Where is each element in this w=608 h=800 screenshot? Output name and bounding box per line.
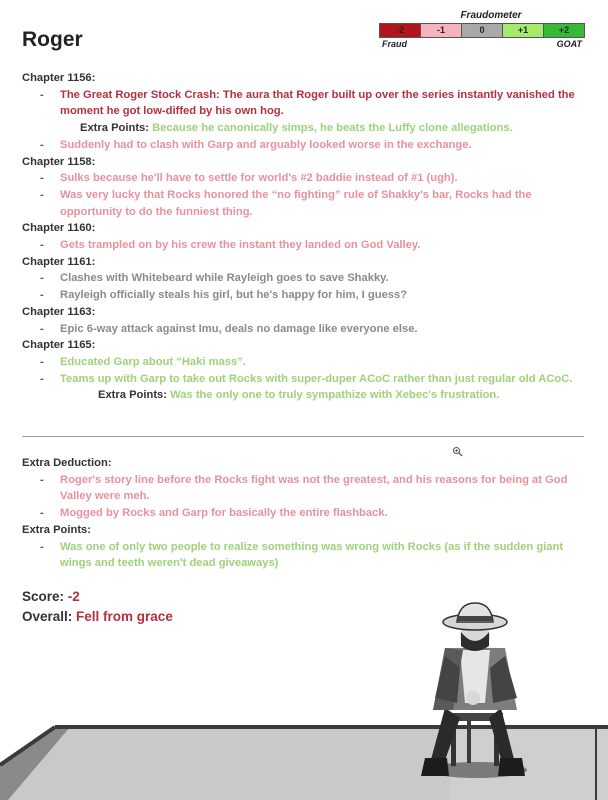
- score-line: [22, 587, 173, 607]
- chapter-heading: Chapter 1165:: [22, 339, 96, 352]
- overall-label: Overall:: [22, 609, 73, 624]
- extra-points-label: Extra Points:: [80, 122, 150, 135]
- extra-points-label: Extra Points:: [98, 389, 168, 402]
- chapter-bullet: - Suddenly had to clash with Garp and arguably looked worse in the exchange.: [22, 137, 582, 154]
- chapter-heading: Chapter 1163:: [22, 305, 96, 318]
- score-block: [22, 587, 173, 627]
- points-item: - Was one of only two people to realize something was wrong with Rocks (as if the sudden giant wings and teeth weren't dead giveaways): [22, 539, 582, 572]
- score-label: Score:: [22, 589, 65, 604]
- page-title: Roger: [22, 28, 83, 51]
- chapter-bullet: - Sulks because he'll have to settle for world's #2 baddie instead of #1 (ugh).: [22, 170, 582, 187]
- chapter-bullet: - The Great Roger Stock Crash: The aura that Roger built up over the series instantly vanished the moment he got low-diffed by his own hog.: [22, 87, 582, 120]
- chapter-bullet: - Epic 6-way attack against Imu, deals no damage like everyone else.: [22, 321, 582, 338]
- overall-value: Fell from grace: [76, 609, 173, 624]
- chapter-heading: Chapter 1158:: [22, 155, 96, 168]
- fraudometer-cell-minus1: -1: [421, 24, 462, 37]
- deduction-item: - Roger's story line before the Rocks fight was not the greatest, and his reasons for being at God Valley were meh.: [22, 472, 582, 505]
- chapter-bullet: - Educated Garp about “Haki mass”.: [22, 354, 582, 371]
- chapter-list: [22, 70, 582, 404]
- extra-points-line: [22, 387, 582, 404]
- chapter-bullet: - Gets trampled on by his crew the instant they landed on God Valley.: [22, 237, 582, 254]
- chapter-bullet: - Was very lucky that Rocks honored the “no fighting” rule of Shakky's bar, Rocks had the opportunity to do the funniest thing.: [22, 187, 582, 220]
- fraudometer-scale: [379, 23, 585, 38]
- chapter-bullet: - Teams up with Garp to take out Rocks with super-duper ACoC rather than just regular old ACoC.: [22, 371, 582, 388]
- deduction-item: - Mogged by Rocks and Garp for basically the entire flashback.: [22, 505, 582, 522]
- fraudometer-cell-minus2: -2: [380, 24, 421, 37]
- fraudometer-cell-zero: 0: [462, 24, 503, 37]
- fraudometer-cell-plus2: +2: [544, 24, 584, 37]
- extra-deduction-heading: Extra Deduction:: [22, 457, 112, 469]
- chapter-bullet: - Clashes with Whitebeard while Rayleigh goes to save Shakky.: [22, 270, 582, 287]
- extra-points-line: [22, 120, 582, 137]
- extras-section: [22, 455, 582, 572]
- fraudometer-right-label: GOAT: [556, 39, 582, 49]
- fraudometer: [379, 10, 585, 49]
- score-value: -2: [67, 589, 80, 604]
- fraudometer-title: Fraudometer: [460, 10, 522, 21]
- seated-pirate-illustration: [405, 598, 545, 788]
- extra-points-text: Because he canonically simps, he beats the Luffy clone allegations.: [152, 122, 513, 135]
- section-divider: [22, 436, 584, 437]
- chapter-bullet: - Rayleigh officially steals his girl, but he's happy for him, I guess?: [22, 287, 582, 304]
- fraudometer-cell-plus1: +1: [503, 24, 544, 37]
- extra-points-heading: Extra Points:: [22, 523, 92, 536]
- extra-points-text: Was the only one to truly sympathize with Xebec's frustration.: [170, 389, 500, 402]
- chapter-heading: Chapter 1156:: [22, 72, 96, 84]
- chapter-heading: Chapter 1161:: [22, 255, 96, 268]
- overall-line: [22, 607, 173, 627]
- fraudometer-left-label: Fraud: [382, 39, 408, 49]
- chapter-heading: Chapter 1160:: [22, 222, 96, 235]
